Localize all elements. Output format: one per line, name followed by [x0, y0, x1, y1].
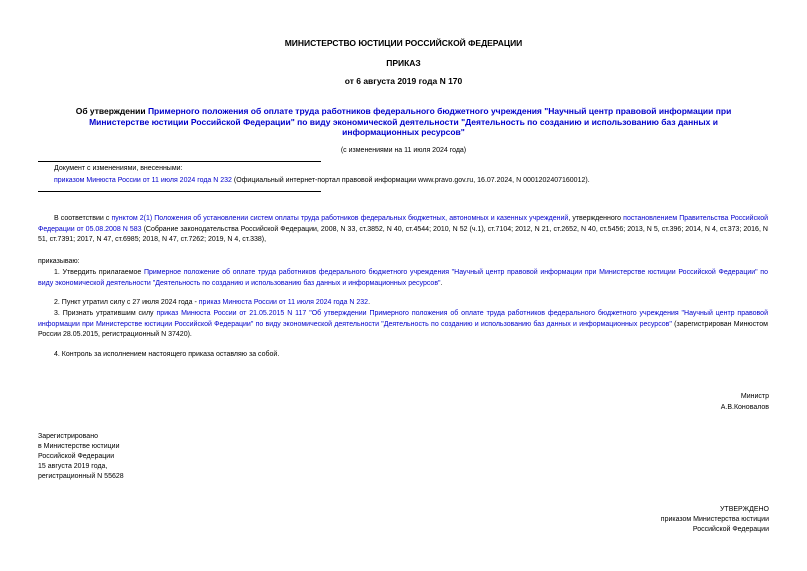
divider-top	[38, 161, 321, 162]
registration-line-1: Зарегистрировано	[38, 433, 98, 440]
order-word: приказываю:	[38, 258, 80, 265]
preamble-text-3: (Собрание законодательства Российской Федерации, 2008, N 33, ст.3852, N 40, ст.4544; 2010, N 52 (ч.1), ст.7104; 2012, N 21, ст.2652, N 40, ст.5456; 2013, N 5, ст.396; 2014, N 4, ст.373; 2016, N 51, ст.7391; 2017, N 47, ст.6985; 2018, N 47, ст.7262; 2019, N 4, ст.338),	[38, 225, 768, 243]
approval-line-3: Российской Федерации	[692, 526, 769, 533]
amendment-source: (Официальный интернет-портал правовой информации www.pravo.gov.ru, 16.07.2024, N 0001202407160012).	[231, 177, 590, 184]
amendments-line	[54, 176, 590, 187]
document-title	[0, 106, 807, 138]
registration-line-2: в Министерстве юстиции	[38, 443, 120, 450]
item-2-text: 2. Пункт утратил силу с 27 июля 2024 года -	[54, 299, 199, 306]
approval-line-2: приказом Министерства юстиции	[660, 516, 769, 523]
amendment-link[interactable]: приказом Минюста России от 11 июля 2024 года N 232	[54, 177, 232, 184]
title-prefix: Об утверждении	[75, 106, 148, 116]
amendments-heading: Документ с изменениями, внесенными:	[54, 165, 183, 172]
item-1-prefix: 1. Утвердить прилагаемое	[54, 269, 144, 276]
item-2-link[interactable]: приказ Минюста России от 11 июля 2024 года N 232	[198, 299, 369, 306]
item-1	[38, 268, 768, 289]
item-1-link[interactable]: Примерное положение об оплате труда работников федерального бюджетного учреждения "Научный центр правовой информации при Министерстве юстиции Российской Федерации" по виду экономической деятельности "Деятельность по созданию и использованию баз данных и информационных ресурсов"	[38, 269, 768, 287]
preamble-link-2[interactable]: постановлением Правительства Российской Федерации от 05.08.2008 N 583	[38, 215, 769, 233]
item-3-suffix: (зарегистрирован Минюстом России 28.05.2015, регистрационный N 37420).	[38, 320, 768, 338]
date-number: от 6 августа 2019 года N 170	[344, 76, 463, 86]
registration-line-5: регистрационный N 55628	[38, 473, 124, 480]
preamble-link-1[interactable]: пунктом 2(1) Положения об установлении систем оплаты труда работников федеральных бюджетных, автономных и казенных учреждений	[111, 215, 569, 222]
ministry-heading: МИНИСТЕРСТВО ЮСТИЦИИ РОССИЙСКОЙ ФЕДЕРАЦИИ	[284, 38, 523, 48]
registration-line-3: Российской Федерации	[38, 453, 115, 460]
approval-line-1: УТВЕРЖДЕНО	[719, 506, 769, 513]
item-2-suffix: .	[368, 299, 371, 306]
signature-name: А.В.Коновалов	[720, 404, 769, 411]
item-4: 4. Контроль за исполнением настоящего приказа оставляю за собой.	[54, 351, 280, 358]
title-link-line1[interactable]: Примерного положения об оплате труда работников федерального бюджетного учреждения "Научный центр правовой информации при	[147, 106, 732, 116]
preamble-paragraph	[38, 214, 768, 246]
preamble-text-2: , утвержденного	[568, 215, 624, 222]
registration-line-4: 15 августа 2019 года,	[38, 463, 108, 470]
preamble-text-1: В соответствии с	[54, 215, 112, 222]
divider-bottom	[38, 191, 321, 192]
item-1-suffix: .	[440, 279, 443, 287]
changes-note: (с изменениями на 11 июля 2024 года)	[340, 147, 467, 154]
title-link-line2[interactable]: Министерстве юстиции Российской Федерации" по виду экономической деятельности "Деятельность по созданию и использованию баз данных и	[89, 116, 718, 127]
item-3	[38, 309, 768, 341]
title-link-line3[interactable]: информационных ресурсов"	[342, 127, 465, 137]
signature-position: Министр	[740, 393, 769, 400]
item-3-prefix: 3. Признать утратившим силу	[54, 310, 157, 317]
item-2	[38, 298, 768, 309]
item-3-link[interactable]: приказ Минюста России от 21.05.2015 N 117 "Об утверждении Примерного положения об оплате труда работников федерального бюджетного учреждения "Научный центр правовой информации при Министерстве юстиции Российской Федерации" по виду экономической деятельности "Деятельность по созданию и использованию баз данных и информационных ресурсов"	[38, 310, 768, 328]
doc-type-heading: ПРИКАЗ	[386, 58, 421, 68]
